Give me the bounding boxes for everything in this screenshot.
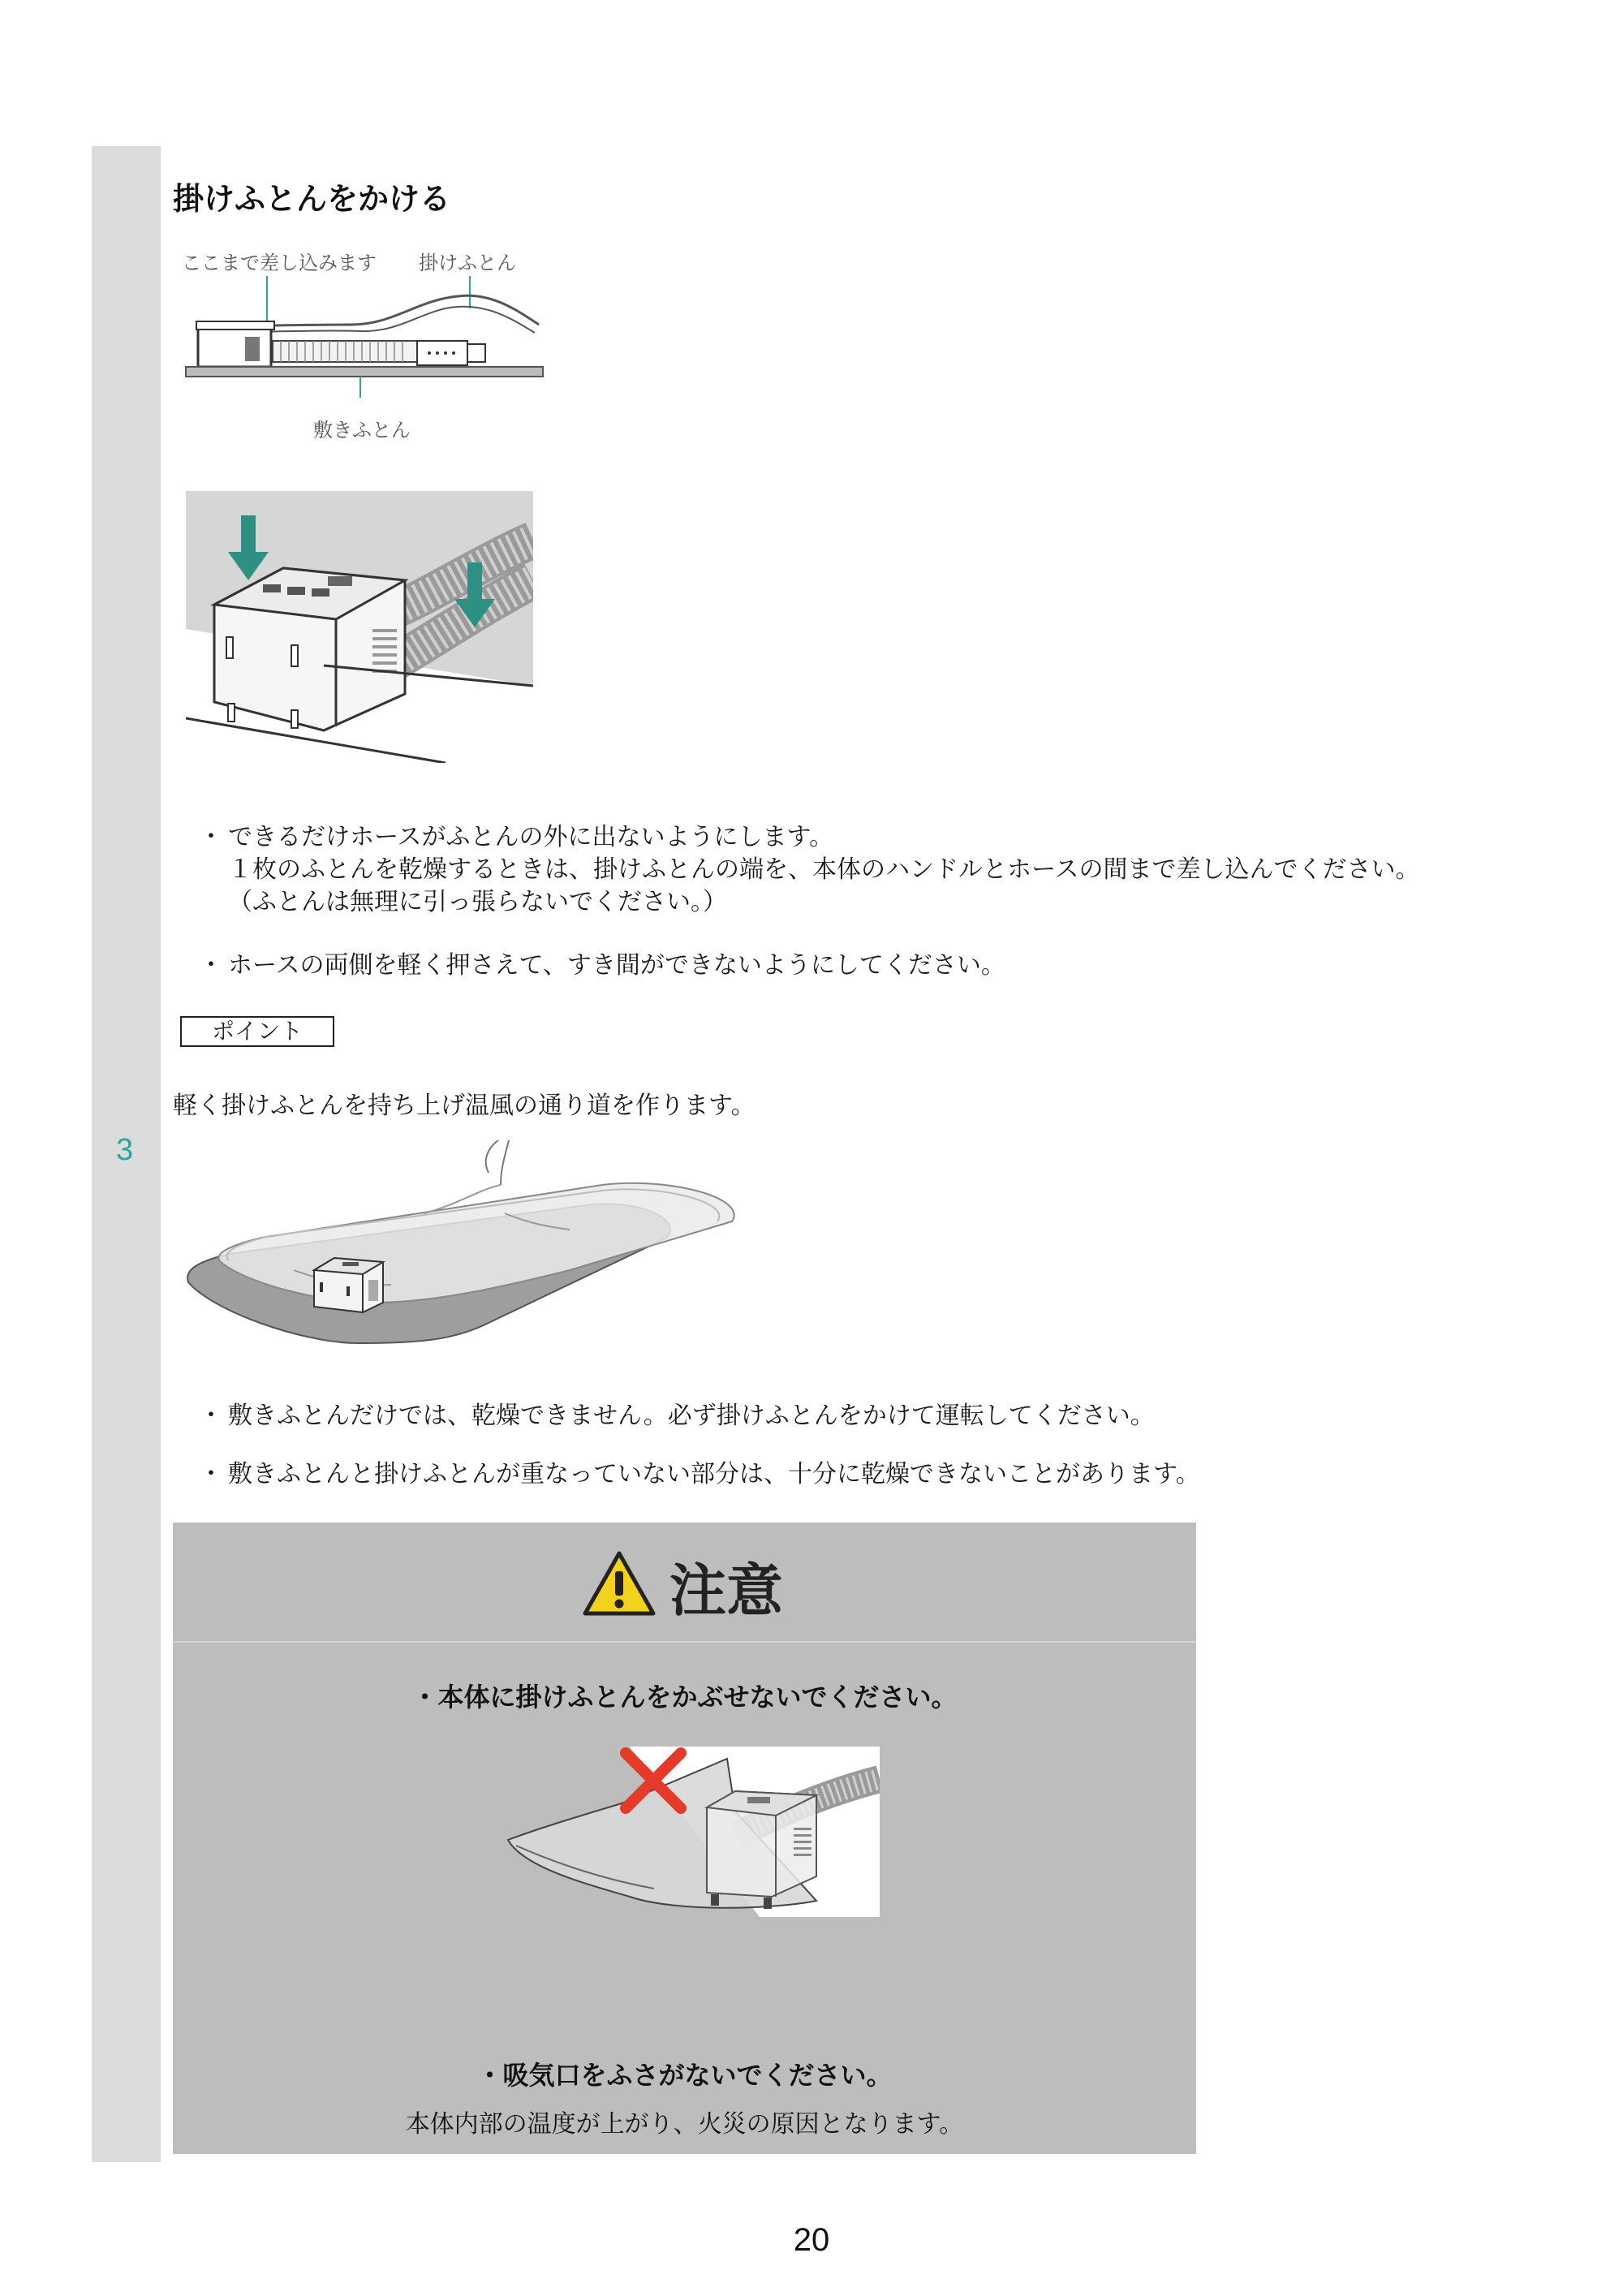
- caution-divider: [173, 1641, 1196, 1643]
- warning-triangle-icon: [583, 1550, 656, 1617]
- caution-title: 注意: [669, 1557, 783, 1624]
- cross-section-diagram: [182, 276, 547, 398]
- bullet-item-4: ・ 敷きふとんと掛けふとんが重なっていない部分は、十分に乾燥できないことがあります。: [199, 1460, 1200, 1488]
- bullet-item-1: ・ できるだけホースがふとんの外に出ないようにします。 １枚のふとんを乾燥するときは、掛けふとんの端を、本体のハンドルとホースの間まで差し込んでください。 （ふとんは無理に引っ張らないでください。）: [199, 823, 1420, 916]
- caution-header: [173, 1523, 1196, 1641]
- page-number: 20: [793, 2222, 830, 2258]
- label-bottom-futon: 敷きふとん: [313, 419, 411, 442]
- caution-item-1: ・本体に掛けふとんをかぶせないでください。: [411, 1682, 958, 1712]
- point-text: 軽く掛けふとんを持ち上げ温風の通り道を作ります。: [173, 1092, 756, 1120]
- step-number: 3: [116, 1133, 134, 1167]
- caution-item-2-note: 本体内部の温度が上がり、火災の原因となります。: [405, 2110, 964, 2139]
- unit-press-illustration: [186, 491, 533, 763]
- section-title: 掛けふとんをかける: [173, 181, 451, 217]
- bullet-item-3: ・ 敷きふとんだけでは、乾燥できません。必ず掛けふとんをかけて運転してください。: [199, 1402, 1155, 1430]
- label-top-futon: 掛けふとん: [419, 252, 516, 274]
- point-label-box: ポイント: [180, 1016, 334, 1047]
- label-insert-here: ここまで差し込みます: [182, 252, 377, 274]
- futon-lift-illustration: [180, 1140, 745, 1351]
- caution-box: [173, 1523, 1196, 2154]
- bullet-item-2: ・ ホースの両側を軽く押さえて、すき間ができないようにしてください。: [199, 951, 1005, 980]
- prohibit-x-icon: [619, 1747, 687, 1815]
- caution-item-2: ・吸気口をふさがないでください。: [476, 2060, 893, 2091]
